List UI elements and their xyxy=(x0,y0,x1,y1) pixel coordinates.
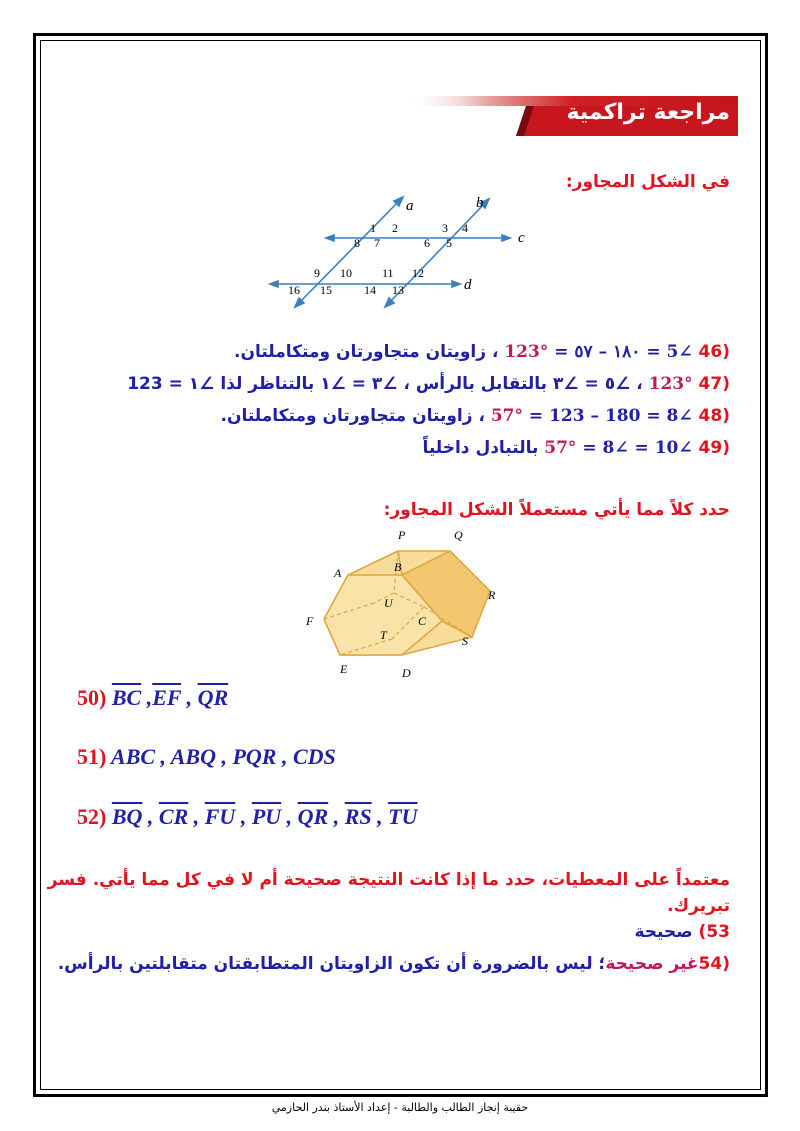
parallel-lines-figure xyxy=(268,192,536,310)
angle-label-14: 14 xyxy=(364,283,376,297)
answer-52: 52) $\overline{BQ}$ , $\overline{CR}$ , $\overline{FU}$ , $\overline{PU}$ , $\overline{QR}$ , $\overline{RS}$ , $\overline{TU}$ xyxy=(77,804,418,829)
line-label-a: a xyxy=(406,198,414,214)
answer-53: 53) صحيحة xyxy=(634,922,730,942)
angle-label-2: 2 xyxy=(392,221,398,235)
angle-label-12: 12 xyxy=(412,266,424,280)
vertex-label-A: A xyxy=(334,566,342,580)
vertex-label-U: U xyxy=(384,596,393,610)
answer-46: (46 ∠5 = ١٨٠ – ٥٧ = 123° ، زاويتان متجاورتان ومتكاملتان. xyxy=(234,342,730,362)
angle-label-3: 3 xyxy=(442,221,448,235)
section1-heading: في الشكل المجاور: xyxy=(565,172,730,192)
angle-label-7: 7 xyxy=(374,236,380,250)
angle-label-5: 5 xyxy=(446,236,452,250)
prism-figure xyxy=(300,527,520,687)
vertex-label-Q: Q xyxy=(454,528,463,542)
vertex-label-E: E xyxy=(340,662,348,676)
angle-label-4: 4 xyxy=(462,221,468,235)
angle-label-10: 10 xyxy=(340,266,352,280)
answer-51: 51) ABC , ABQ , PQR , CDS xyxy=(77,744,336,769)
answer-47: (47 123° ، ∠٥ = ∠٣ بالتقابل بالرأس ، ∠٣ = ∠١ بالتناظر لذا ∠١ = 123 xyxy=(127,374,730,394)
angle-label-16: 16 xyxy=(288,283,300,297)
angle-label-1: 1 xyxy=(370,221,376,235)
vertex-label-F: F xyxy=(306,614,314,628)
line-label-b: b xyxy=(476,195,484,211)
angle-label-15: 15 xyxy=(320,283,332,297)
vertex-label-S: S xyxy=(462,634,468,648)
angle-label-9: 9 xyxy=(314,266,320,280)
vertex-label-P: P xyxy=(398,528,406,542)
answer-49: (49 ∠10 = ∠8 = 57° بالتبادل داخلياً xyxy=(422,438,730,458)
banner-title: مراجعة تراكمية xyxy=(566,100,730,125)
page-footer: حقيبة إنجاز الطالب والطالبة - إعداد الأستاذ بندر الحازمي xyxy=(271,1101,529,1114)
section3-heading-line1: معتمداً على المعطيات، حدد ما إذا كانت النتيجة صحيحة أم لا في كل مما يأتي. فسر xyxy=(47,870,730,890)
vertex-label-C: C xyxy=(418,614,427,628)
section2-heading: حدد كلاً مما يأتي مستعملاً الشكل المجاور: xyxy=(383,500,730,520)
vertex-label-R: R xyxy=(488,588,496,602)
answer-50: 50) $\overline{BC}$ $,\overline{EF}$ , $\overline{QR}$ xyxy=(77,685,229,710)
vertex-label-T: T xyxy=(380,628,387,642)
line-label-d: d xyxy=(464,277,472,293)
angle-label-8: 8 xyxy=(354,236,360,250)
vertex-label-D: D xyxy=(402,666,411,680)
line-label-c: c xyxy=(518,230,525,246)
vertex-label-B: B xyxy=(394,560,402,574)
angle-label-13: 13 xyxy=(392,283,404,297)
angle-label-11: 11 xyxy=(382,266,394,280)
section3-heading-line2: تبريرك. xyxy=(667,896,730,916)
angle-label-6: 6 xyxy=(424,236,430,250)
answer-54: (54غير صحيحة؛ ليس بالضرورة أن تكون الزاويتان المتطابقتان متقابلتين بالرأس. xyxy=(57,954,730,974)
answer-48: (48 ∠8 = 180 – 123 = 57° ، زاويتان متجاورتان ومتكاملتان. xyxy=(220,406,730,426)
